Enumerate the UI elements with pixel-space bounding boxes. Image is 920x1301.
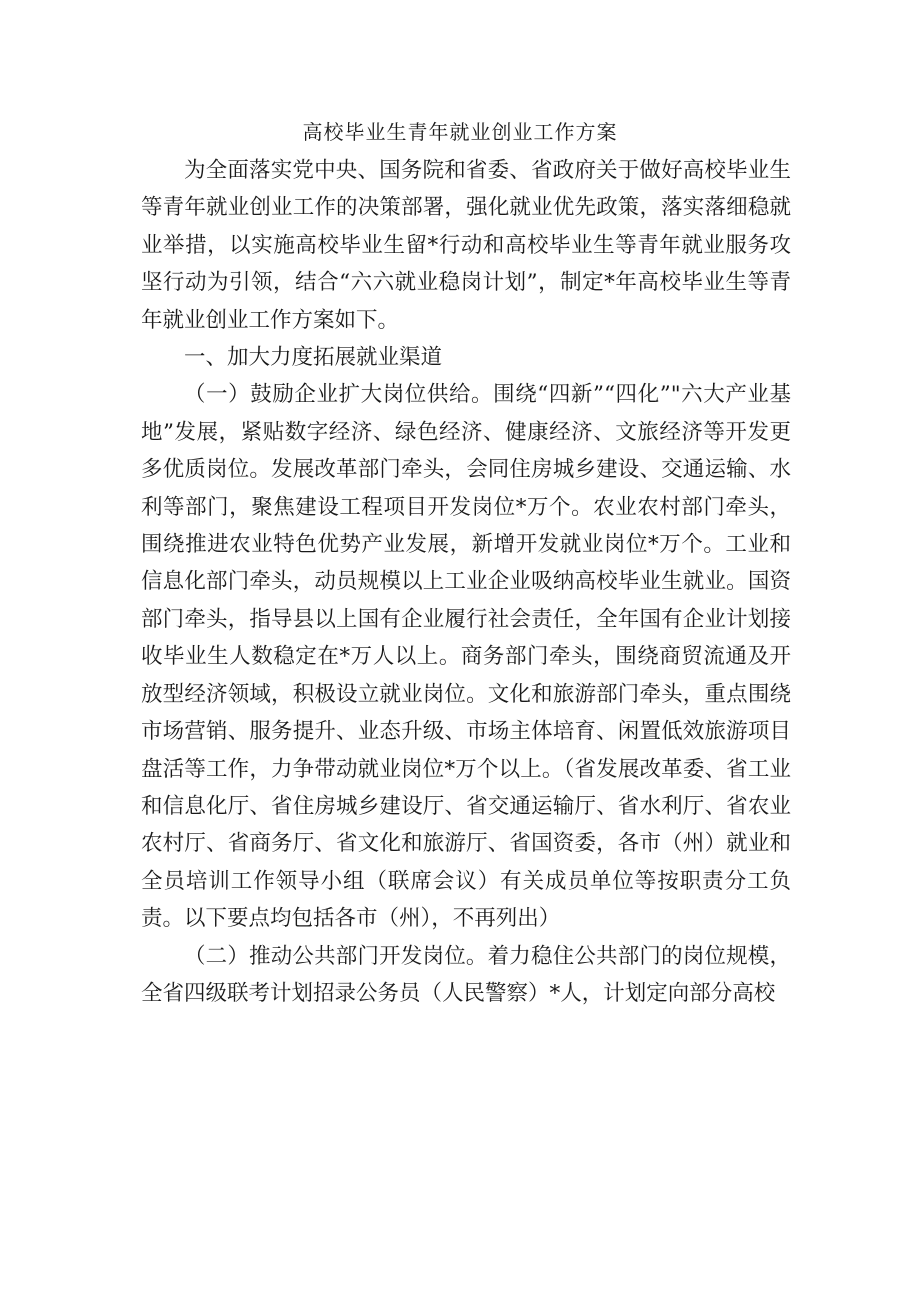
- section-heading-1: 一、加大力度拓展就业渠道: [184, 345, 443, 371]
- document-title: 高校毕业生青年就业创业工作方案: [302, 120, 618, 144]
- subsection-paragraph-1: （一）鼓励企业扩大岗位供给。围绕“四新”“四化”"六大产业基地”发展，紧贴数字经济、绿色经济、健康经济、文旅经济等开发更多优质岗位。发展改革部门牵头，会同住房城乡建设、交通运输、水利等部门，聚焦建设工程项目开发岗位*万个。农业农村部门牵头，围绕推进农业特色优势产业发展，新增开发就业岗位*万个。工业和信息化部门牵头，动员规模以上工业企业吸纳高校毕业生就业。国资部门牵头，指导县以上国有企业履行社会责任，全年国有企业计划接收毕业生人数稳定在*万人以上。商务部门牵头，围绕商贸流通及开放型经济领域，积极设立就业岗位。文化和旅游部门牵头，重点围绕市场营销、服务提升、业态升级、市场主体培育、闲置低效旅游项目盘活等工作，力争带动就业岗位*万个以上。（省发展改革委、省工业和信息化厅、省住房城乡建设厅、省交通运输厅、省水利厅、省农业农村厅、省商务厅、省文化和旅游厅、省国资委，各市（州）就业和全员培训工作领导小组（联席会议）有关成员单位等按职责分工负责。以下要点均包括各市（州），不再列出）: [141, 382, 791, 932]
- subsection-paragraph-2: （二）推动公共部门开发岗位。着力稳住公共部门的岗位规模，全省四级联考计划招录公务员（人民警察）*人，计划定向部分高校: [141, 943, 791, 1006]
- intro-paragraph: 为全面落实党中央、国务院和省委、省政府关于做好高校毕业生等青年就业创业工作的决策部署，强化就业优先政策，落实落细稳就业举措，以实施高校毕业生留*行动和高校毕业生等青年就业服务攻坚行动为引领，结合“六六就业稳岗计划”，制定*年高校毕业生等青年就业创业工作方案如下。: [141, 158, 791, 333]
- document-body: [141, 152, 791, 1012]
